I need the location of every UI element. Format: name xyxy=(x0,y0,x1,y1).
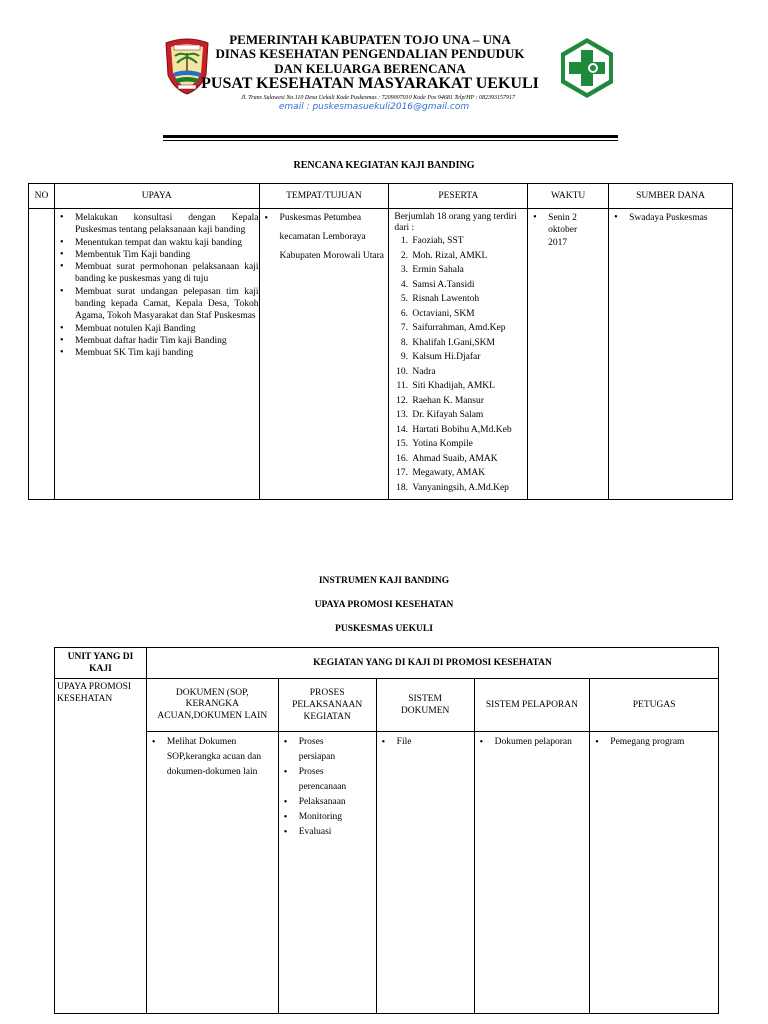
col-header-waktu: WAKTU xyxy=(528,184,609,209)
list-item: • Proses perencanaan xyxy=(279,765,376,795)
list-item: 7. Saifurrahman, Amd.Kep xyxy=(410,321,525,336)
list-item: 10. Nadra xyxy=(410,365,525,380)
list-item: 5. Risnah Lawentoh xyxy=(410,292,525,307)
list-item: • Melakukan konsultasi dengan Kepala Puskesmas tentang pelaksanaan kaji banding xyxy=(55,212,259,237)
list-item: 8. Khalifah I.Gani,SKM xyxy=(410,336,525,351)
upaya-list xyxy=(55,212,259,360)
col-header-dokumen: DOKUMEN (SOP, KERANGKA ACUAN,DOKUMEN LAIN xyxy=(146,679,278,732)
list-item: • Senin 2 oktober 2017 xyxy=(528,212,608,249)
letterhead-department: DINAS KESEHATAN PENGENDALIAN PENDUDUK xyxy=(215,46,525,61)
peserta-intro: Berjumlah 18 orang yang terdiri dari : xyxy=(394,212,517,233)
col-header-upaya: UPAYA xyxy=(54,184,259,209)
sistem-dokumen-list xyxy=(377,735,474,750)
cell-no xyxy=(29,209,55,500)
list-item: • Membuat SK Tim kaji banding xyxy=(55,347,259,359)
list-item: • Dokumen pelaporan xyxy=(475,735,590,750)
petugas-list xyxy=(590,735,718,750)
col-header-sistem-dokumen: SISTEM DOKUMEN xyxy=(376,679,474,732)
instrument-title: INSTRUMEN KAJI BANDING xyxy=(318,576,450,586)
plan-title: RENCANA KEGIATAN KAJI BANDING xyxy=(293,160,475,171)
plan-table xyxy=(28,183,733,500)
unit-header: UNIT YANG DI KAJI xyxy=(55,648,147,679)
list-item: • Evaluasi xyxy=(279,825,376,840)
instrument-table xyxy=(54,647,719,1014)
peserta-list xyxy=(394,234,525,495)
col-header-sumber: SUMBER DANA xyxy=(609,184,733,209)
cell-sumber xyxy=(609,209,733,500)
waktu-list xyxy=(528,212,608,249)
list-item: • Menentukan tempat dan waktu kaji banding xyxy=(55,237,259,249)
col-header-no: NO xyxy=(29,184,55,209)
cell-sistem-pelaporan xyxy=(474,732,590,1014)
col-header-proses: PROSES PELAKSANAAN KEGIATAN xyxy=(278,679,376,732)
letterhead-email: email : puskesmasuekuli2016@gmail.com xyxy=(278,102,470,112)
list-item: 16. Ahmad Suaib, AMAK xyxy=(410,452,525,467)
col-header-sistem-pelaporan: SISTEM PELAPORAN xyxy=(474,679,590,732)
list-item: 9. Kalsum Hi.Djafar xyxy=(410,350,525,365)
list-item: 17. Megawaty, AMAK xyxy=(410,466,525,481)
letterhead-government: PEMERINTAH KABUPATEN TOJO UNA – UNA xyxy=(229,32,511,47)
cell-petugas xyxy=(590,732,719,1014)
kegiatan-header: KEGIATAN YANG DI KAJI DI PROMOSI KESEHATAN xyxy=(146,648,718,679)
col-header-tempat: TEMPAT/TUJUAN xyxy=(259,184,389,209)
instrument-subtitle-2: PUSKESMAS UEKULI xyxy=(335,624,433,634)
letterhead-institution: PUSAT KESEHATAN MASYARAKAT UEKULI xyxy=(201,75,539,92)
tempat-list xyxy=(260,209,389,266)
list-item: • Membuat surat permohonan pelaksanaan kaji banding ke puskesmas yang di tuju xyxy=(55,261,259,286)
list-item: • Swadaya Puskesmas xyxy=(609,212,732,224)
list-item: 3. Ermin Sahala xyxy=(410,263,525,278)
list-item: • Membentuk Tim Kaji banding xyxy=(55,249,259,261)
proses-list xyxy=(279,735,376,840)
list-item: 6. Octaviani, SKM xyxy=(410,307,525,322)
cell-peserta xyxy=(389,209,528,500)
plan-row xyxy=(29,209,733,500)
letterhead-department-2: DAN KELUARGA BERENCANA xyxy=(274,61,466,76)
instrument-subtitle: UPAYA PROMOSI KESEHATAN xyxy=(314,600,454,610)
list-item: • Membuat surat undangan pelepasan tim kaji banding kepada Camat, Kepala Desa, Tokoh Agama, Tokoh Masyarakat dan Staf Puskesmas xyxy=(55,286,259,323)
list-item: 1. Faoziah, SST xyxy=(410,234,525,249)
cell-upaya xyxy=(54,209,259,500)
list-item: 15. Yotina Kompile xyxy=(410,437,525,452)
list-item: 12. Raehan K. Mansur xyxy=(410,394,525,409)
unit-cell: UPAYA PROMOSI KESEHATAN xyxy=(55,679,147,1014)
list-item: 14. Hartati Bobihu A,Md.Keb xyxy=(410,423,525,438)
list-item: • Pemegang program xyxy=(590,735,718,750)
instrument-subheader-row xyxy=(55,679,719,732)
cell-waktu xyxy=(528,209,609,500)
list-item: • Proses persiapan xyxy=(279,735,376,765)
letterhead-divider-thin xyxy=(163,140,618,141)
instrument-row xyxy=(55,732,719,1014)
col-header-petugas: PETUGAS xyxy=(590,679,719,732)
instrument-header-row xyxy=(55,648,719,679)
list-item: • Pelaksanaan xyxy=(279,795,376,810)
list-item: • Puskesmas Petumbea kecamatan Lemboraya Kabupaten Morowali Utara xyxy=(260,209,389,266)
dokumen-list xyxy=(147,735,278,780)
list-item: • Melihat Dokumen SOP,kerangka acuan dan dokumen-dokumen lain xyxy=(147,735,278,780)
col-header-peserta: PESERTA xyxy=(389,184,528,209)
list-item: 18. Vanyaningsih, A.Md.Kep xyxy=(410,481,525,496)
sistem-pelaporan-list xyxy=(475,735,590,750)
list-item: 11. Siti Khadijah, AMKL xyxy=(410,379,525,394)
list-item: 2. Moh. Rizal, AMKL xyxy=(410,249,525,264)
list-item: • Membuat notulen Kaji Banding xyxy=(55,323,259,335)
letterhead-divider xyxy=(163,135,618,138)
list-item: • Membuat daftar hadir Tim kaji Banding xyxy=(55,335,259,347)
letterhead-address: Jl. Trans Sulawesi No.110 Desa Uekuli Kode Puskesmas : 7209007010 Kode Pos 94681 Telp/HP : 082393157917 xyxy=(240,95,516,101)
cell-dokumen xyxy=(146,732,278,1014)
sumber-list xyxy=(609,212,732,224)
cell-proses xyxy=(278,732,376,1014)
list-item: • File xyxy=(377,735,474,750)
list-item: 4. Samsi A.Tansidi xyxy=(410,278,525,293)
list-item: • Monitoring xyxy=(279,810,376,825)
cell-sistem-dokumen xyxy=(376,732,474,1014)
plan-header-row xyxy=(29,184,733,209)
cell-tempat xyxy=(259,209,389,500)
list-item: 13. Dr. Kifayah Salam xyxy=(410,408,525,423)
